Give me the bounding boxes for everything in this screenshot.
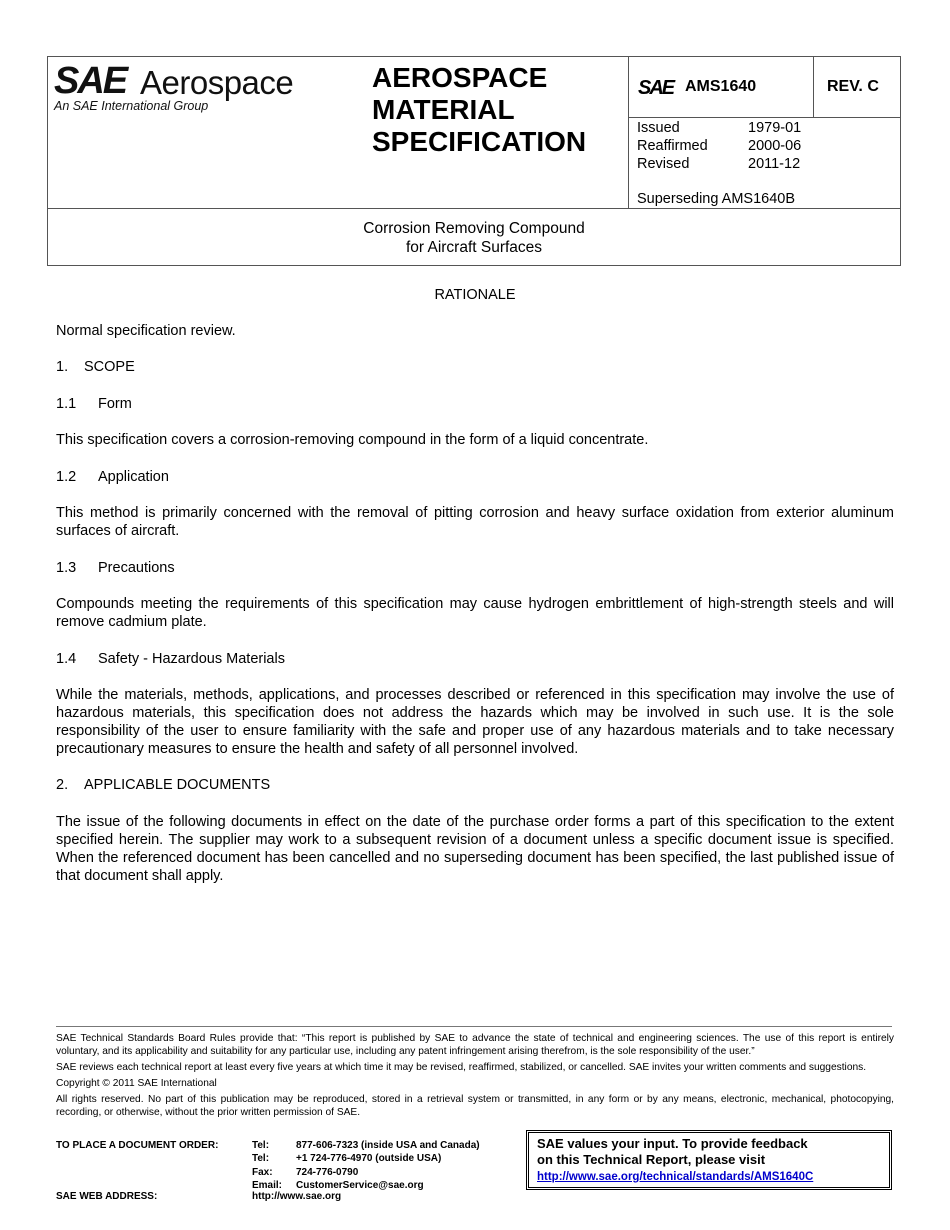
section-heading	[56, 776, 894, 794]
header-divider	[813, 57, 814, 118]
sae-aerospace-logo	[54, 61, 354, 121]
paragraph: While the materials, methods, applications, and processes described or referenced in this specification may involve the use of hazardous materials, this specification does not address the hazards which may be involved in such use. It is the sole responsibility of the user to ensure familiarity with the safe and proper use of any hazardous materials and to take necessary precautionary measures to ensure the health and safety of all personnel involved.	[56, 687, 894, 757]
date-row	[637, 119, 801, 137]
date-label: Reaffirmed	[637, 138, 708, 154]
date-value: 2000-06	[748, 138, 802, 154]
section-number: 2.	[56, 777, 69, 793]
section-number: 1.	[56, 359, 69, 375]
paragraph: This method is primarily concerned with the removal of pitting corrosion and heavy surface oxidation from exterior aluminum surfaces of aircraft.	[56, 505, 894, 539]
header-divider	[628, 117, 900, 118]
document-number: AMS1640	[685, 78, 757, 95]
logo-subtitle: An SAE International Group	[54, 99, 209, 113]
section-number: 1.1	[56, 396, 77, 412]
subject-line: for Aircraft Surfaces	[405, 239, 543, 256]
section-heading	[56, 650, 894, 668]
section-title: APPLICABLE DOCUMENTS	[84, 777, 271, 793]
contact-value: +1 724-776-4970 (outside USA)	[296, 1153, 442, 1165]
contact-value: CustomerService@sae.org	[296, 1179, 424, 1191]
date-value: 2011-12	[748, 156, 801, 172]
date-row	[637, 137, 801, 155]
paragraph: This specification covers a corrosion-removing compound in the form of a liquid concentrate.	[56, 432, 649, 448]
footer-divider	[56, 1026, 892, 1027]
section-title: Form	[98, 396, 132, 412]
header-divider	[48, 208, 900, 209]
web-address-value[interactable]: http://www.sae.org	[252, 1191, 342, 1202]
date-label: Revised	[637, 156, 690, 172]
superseding-note: Superseding AMS1640B	[637, 191, 795, 207]
contact-value: 724-776-0790	[296, 1166, 359, 1178]
section-heading	[56, 358, 894, 376]
footer-review-text: SAE reviews each technical report at least every five years at which time it may be revised, reaffirmed, stabilized, or cancelled. SAE invites your written comments and suggestions.	[56, 1062, 867, 1073]
section-number: 1.4	[56, 651, 77, 667]
date-table	[637, 119, 801, 173]
sae-mark-icon: SAE	[638, 77, 674, 99]
date-value: 1979-01	[748, 120, 802, 136]
section-number: 1.3	[56, 560, 77, 576]
document-subject	[48, 219, 900, 257]
web-address-label: SAE WEB ADDRESS:	[56, 1191, 158, 1202]
section-number: 1.2	[56, 469, 77, 485]
revision-label: REV. C	[827, 78, 879, 95]
section-heading	[56, 468, 894, 486]
section-heading	[56, 395, 894, 413]
header-divider	[628, 57, 629, 209]
contact-label: Fax:	[252, 1166, 273, 1178]
document-body	[56, 284, 894, 885]
feedback-box	[526, 1130, 892, 1190]
title-line: MATERIAL	[372, 94, 515, 125]
footer-rights-text: All rights reserved. No part of this publication may be reproduced, stored in a retrieval system or transmitted, in any form or by any means, electronic, mechanical, photocopying, recording, or otherwise, without the prior written permission of SAE.	[56, 1094, 894, 1118]
title-line: SPECIFICATION	[372, 126, 587, 157]
order-label: TO PLACE A DOCUMENT ORDER:	[56, 1140, 219, 1151]
paragraph: The issue of the following documents in effect on the date of the purchase order forms a part of this specification to the extent specified herein. The supplier may work to a subsequent revision of a document unless a specific document issue is specified. When the referenced document has been cancelled and no superseding document has been specified, the last published issue of that document shall apply.	[56, 814, 894, 884]
section-heading	[56, 559, 894, 577]
section-title: Safety - Hazardous Materials	[98, 651, 285, 667]
paragraph: Compounds meeting the requirements of this specification may cause hydrogen embrittlement of high-strength steels and will remove cadmium plate.	[56, 596, 894, 630]
logo-sae-text: SAE	[54, 60, 127, 102]
header-box	[47, 56, 901, 266]
footer-rules-text: SAE Technical Standards Board Rules provide that: “This report is published by SAE to advance the state of technical and engineering sciences. The use of this report is entirely voluntary, and its applicability and suitability for any particular use, including any patent infringement arising therefrom, is the sole responsibility of the user.”	[56, 1033, 894, 1057]
feedback-text: on this Technical Report, please visit	[537, 1152, 766, 1167]
contact-label: Tel:	[252, 1140, 270, 1151]
footer-notes	[56, 1032, 894, 1122]
date-row	[637, 155, 801, 173]
rationale-text: Normal specification review.	[56, 323, 236, 339]
section-title: Application	[98, 469, 169, 485]
rationale-heading: RATIONALE	[434, 287, 516, 303]
logo-aerospace-text: Aerospace	[140, 64, 294, 101]
title-line: AEROSPACE	[372, 62, 548, 93]
subject-line: Corrosion Removing Compound	[363, 220, 585, 237]
contact-label: Email:	[252, 1179, 283, 1191]
date-label: Issued	[637, 120, 680, 136]
feedback-link[interactable]: http://www.sae.org/technical/standards/AMS1640C	[537, 1171, 814, 1183]
document-type-title	[372, 62, 586, 158]
contact-value: 877-606-7323 (inside USA and Canada)	[296, 1140, 480, 1151]
section-title: Precautions	[98, 560, 175, 576]
feedback-text: SAE values your input. To provide feedback	[537, 1136, 808, 1151]
contact-label: Tel:	[252, 1153, 270, 1165]
section-title: SCOPE	[84, 359, 135, 375]
footer-copyright: Copyright © 2011 SAE International	[56, 1078, 217, 1089]
